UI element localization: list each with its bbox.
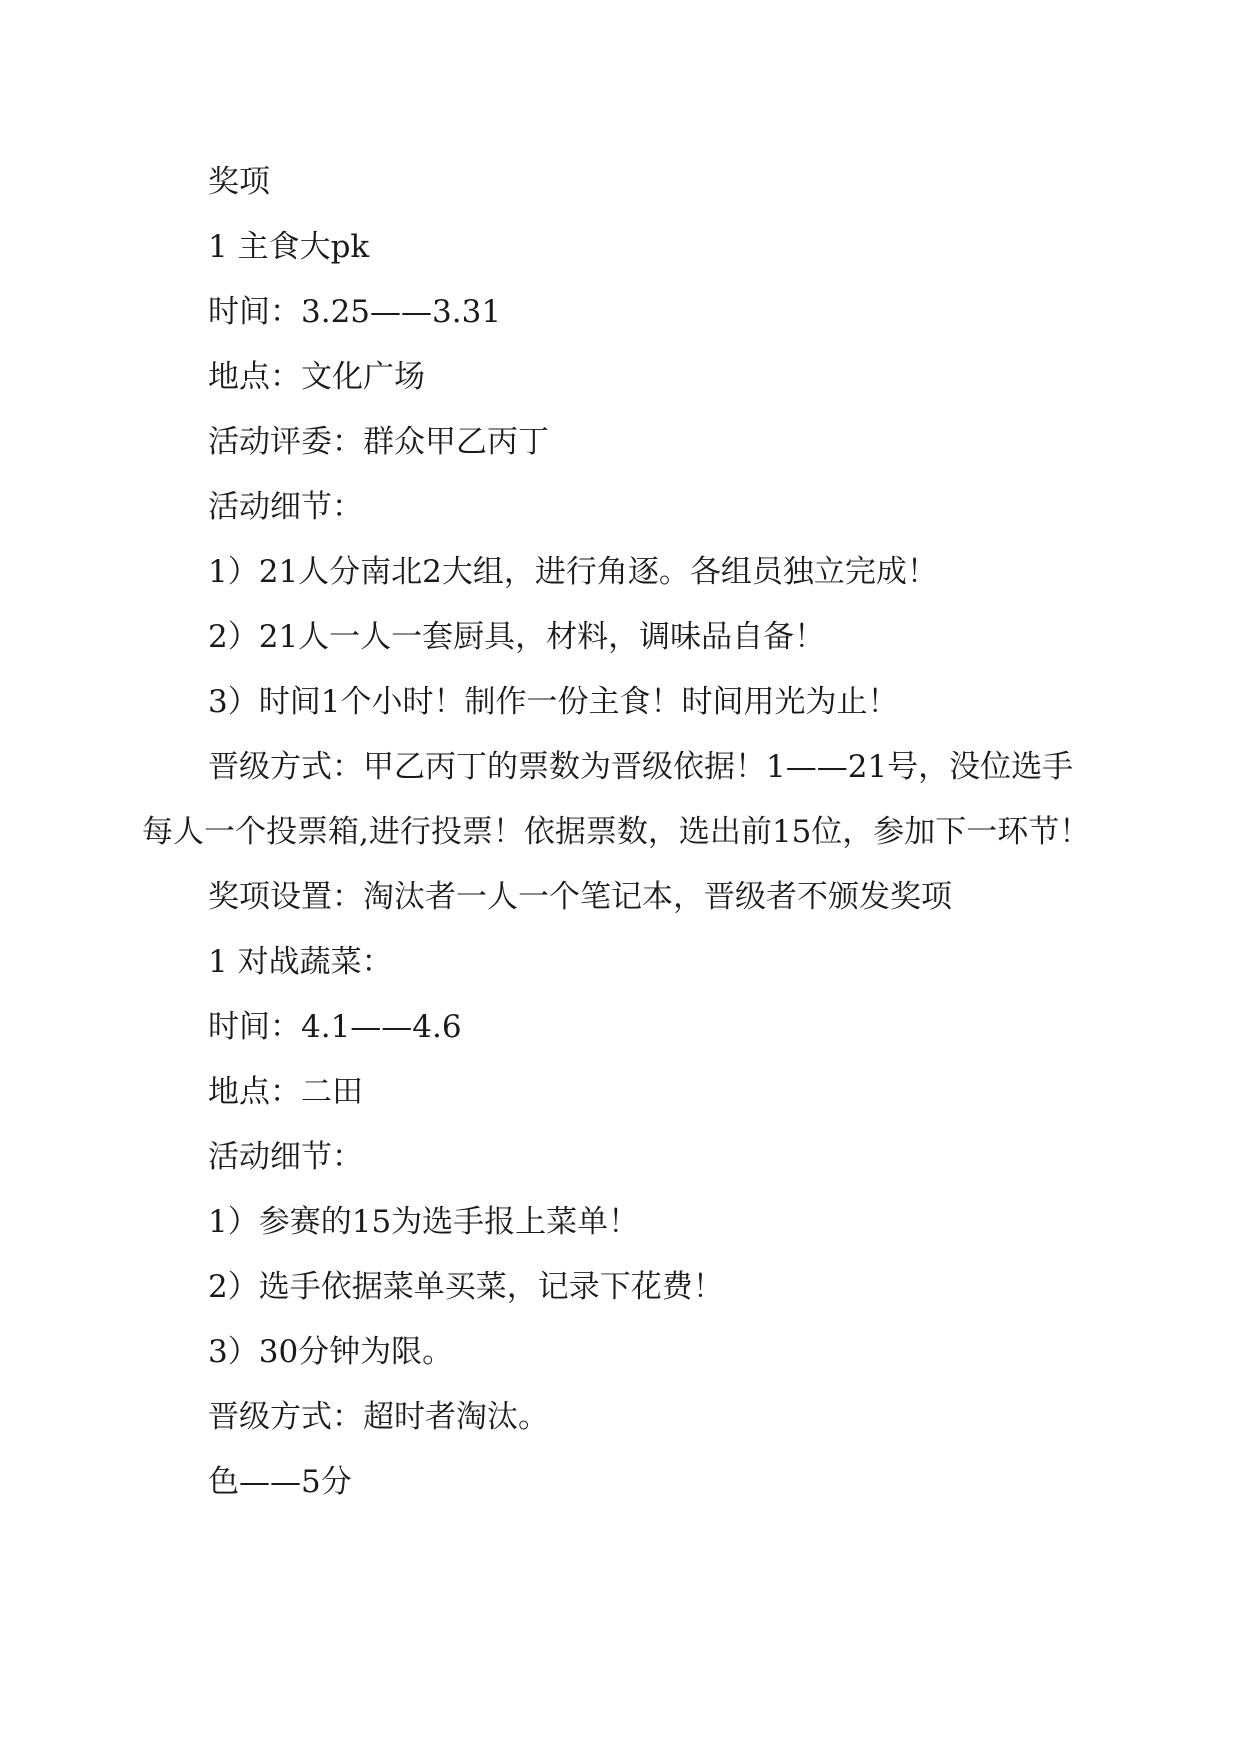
paragraph-event-2-title: 1 对战蔬菜： <box>208 944 393 980</box>
paragraph-event-1-location: 地点：文化广场 <box>208 359 425 395</box>
paragraph-event-2-detail-3: 3）30分钟为限。 <box>208 1334 454 1370</box>
paragraph-event-1-awards: 奖项设置：淘汰者一人一个笔记本，晋级者不颁发奖项 <box>208 879 952 915</box>
paragraph-scoring-color: 色——5分 <box>208 1464 352 1500</box>
paragraph-event-1-detail-3: 3）时间1个小时！制作一份主食！时间用光为止！ <box>208 684 899 720</box>
paragraph-event-2-location: 地点：二田 <box>208 1074 363 1110</box>
document-body <box>142 150 1102 1515</box>
paragraph-event-1-detail-2: 2）21人一人一套厨具，材料，调味品自备！ <box>208 619 826 655</box>
paragraph-event-1-title: 1 主食大pk <box>208 229 370 265</box>
paragraph-event-2-detail-1: 1）参赛的15为选手报上菜单！ <box>208 1204 640 1240</box>
paragraph-event-1-detail-1: 1）21人分南北2大组，进行角逐。各组员独立完成！ <box>208 554 938 590</box>
paragraph-awards-heading: 奖项 <box>208 164 270 200</box>
paragraph-event-1-judges: 活动评委：群众甲乙丙丁 <box>208 424 549 460</box>
paragraph-event-1-advancement: 晋级方式：甲乙丙丁的票数为晋级依据！1——21号，没位选手每人一个投票箱,进行投票！依据票数，选出前15位，参加下一环节！ <box>142 749 1091 850</box>
paragraph-event-2-advancement: 晋级方式：超时者淘汰。 <box>208 1399 549 1435</box>
paragraph-event-2-details-heading: 活动细节： <box>208 1139 363 1175</box>
paragraph-event-2-detail-2: 2）选手依据菜单买菜，记录下花费！ <box>208 1269 724 1305</box>
paragraph-event-1-details-heading: 活动细节： <box>208 489 363 525</box>
paragraph-event-1-time: 时间：3.25——3.31 <box>208 294 502 330</box>
paragraph-event-2-time: 时间：4.1——4.6 <box>208 1009 462 1045</box>
